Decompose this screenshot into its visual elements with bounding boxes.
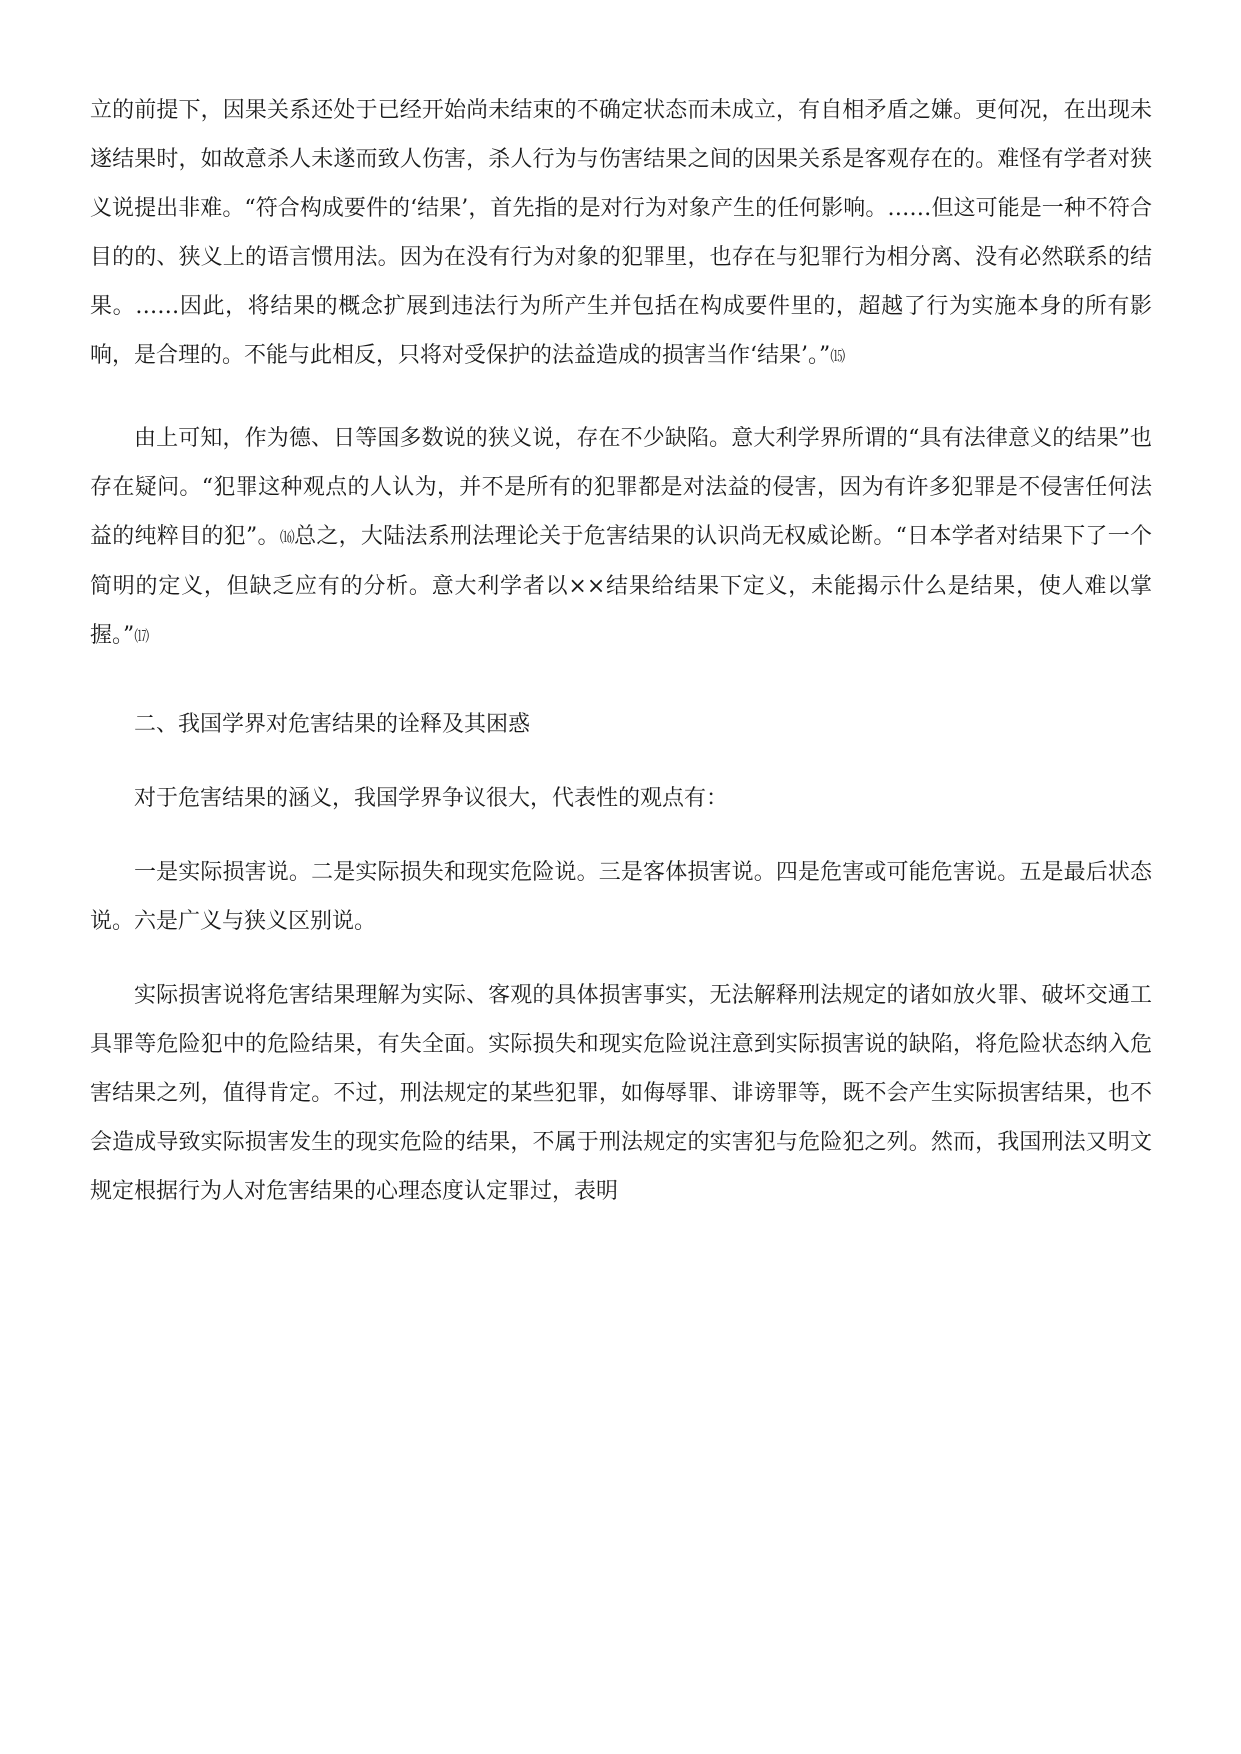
document-page	[90, 86, 1152, 1216]
paragraph-actual-damage-analysis: 实际损害说将危害结果理解为实际、客观的具体损害事实，无法解释刑法规定的诸如放火罪、破坏交通工具罪等危险犯中的危险结果，有失全面。实际损失和现实危险说注意到实际损害说的缺陷，将危险状态纳入危害结果之列，值得肯定。不过，刑法规定的某些犯罪，如侮辱罪、诽谤罪等，既不会产生实际损害结果，也不会造成导致实际损害发生的现实危险的结果，不属于刑法规定的实害犯与危险犯之列。然而，我国刑法又明文规定根据行为人对危害结果的心理态度认定罪过，表明	[90, 983, 1152, 1204]
footnote-marker-16: ⒃	[279, 528, 295, 546]
section-heading: 二、我国学界对危害结果的诠释及其困惑	[134, 712, 531, 737]
paragraph-intro-views: 对于危害结果的涵义，我国学界争议很大，代表性的观点有：	[134, 786, 729, 811]
paragraph-text: 立的前提下，因果关系还处于已经开始尚未结束的不确定状态而未成立，有自相矛盾之嫌。更何况，在出现未遂结果时，如故意杀人未遂而致人伤害，杀人行为与伤害结果之间的因果关系是客观存在的。难怪有学者对狭义说提出非难。“符合构成要件的‘结果’，首先指的是对行为对象产生的任何影响。……但这可能是一种不符合目的的、狭义上的语言惯用法。因为在没有行为对象的犯罪里，也存在与犯罪行为相分离、没有必然联系的结果。……因此，将结果的概念扩展到违法行为所产生并包括在构成要件里的，超越了行为实施本身的所有影响，是合理的。不能与此相反，只将对受保护的法益造成的损害当作‘结果’。”	[90, 98, 1152, 368]
paragraph-text-part-b: 总之，大陆法系刑法理论关于危害结果的认识尚无权威论断。“日本学者对结果下了一个简明的定义，但缺乏应有的分析。意大利学者以××结果给结果下定义，未能揭示什么是结果，使人难以掌握。”	[90, 524, 1152, 648]
paragraph-views-list: 一是实际损害说。二是实际损失和现实危险说。三是客体损害说。四是危害或可能危害说。五是最后状态说。六是广义与狭义区别说。	[90, 860, 1152, 934]
paragraph-causation-critique	[90, 86, 1152, 381]
paragraph-narrow-theory-defects	[90, 414, 1152, 661]
paragraph-text-part-a: 由上可知，作为德、日等国多数说的狭义说，存在不少缺陷。意大利学界所谓的“具有法律意义的结果”也存在疑问。“犯罪这种观点的人认为，并不是所有的犯罪都是对法益的侵害，因为有许多犯罪是不侵害任何法益的纯粹目的犯”。	[90, 426, 1152, 549]
footnote-marker-17: ⒄	[134, 627, 149, 645]
footnote-marker-15: ⒂	[830, 347, 845, 365]
